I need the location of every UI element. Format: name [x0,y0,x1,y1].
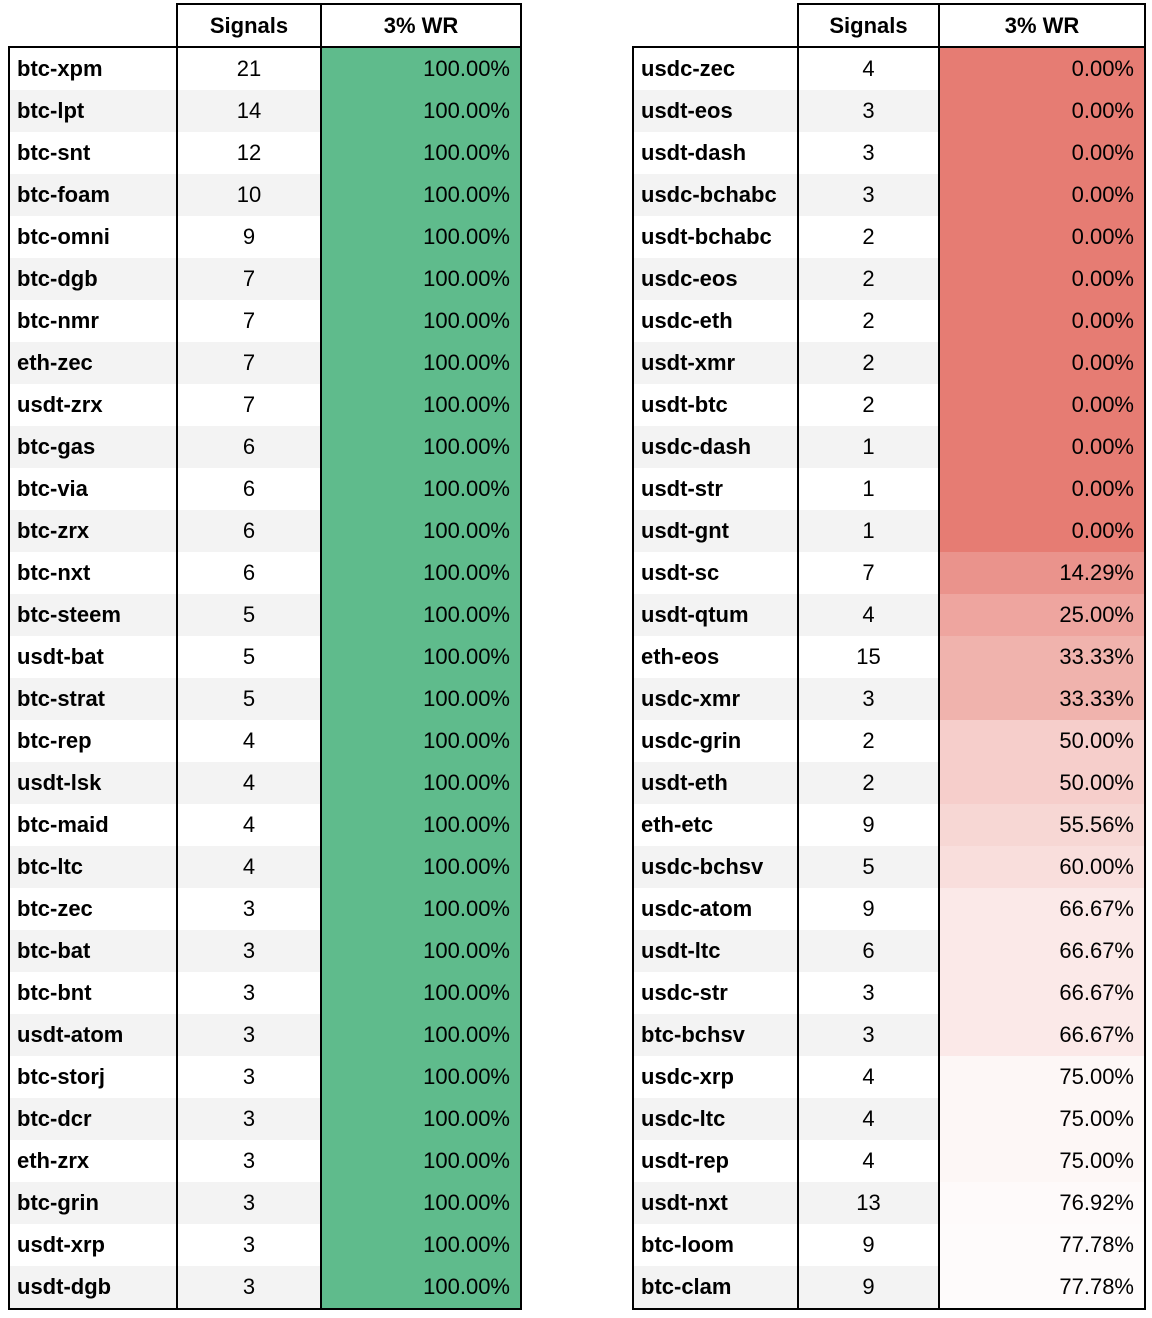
wr-cell: 100.00% [320,1182,520,1224]
wr-cell: 0.00% [938,174,1144,216]
signals-cell: 21 [176,48,320,90]
signals-cell: 4 [176,804,320,846]
signals-cell: 3 [176,1266,320,1308]
table-row [10,300,520,342]
wr-cell: 25.00% [938,594,1144,636]
signals-cell: 7 [176,258,320,300]
table-row [10,1014,520,1056]
signals-cell: 9 [797,1224,938,1266]
wr-cell: 77.78% [938,1224,1144,1266]
pair-cell: btc-steem [10,594,176,636]
table-row [634,1140,1144,1182]
wr-cell: 100.00% [320,720,520,762]
wr-cell: 100.00% [320,1098,520,1140]
table-row [634,972,1144,1014]
wr-cell: 0.00% [938,468,1144,510]
signals-cell: 9 [797,888,938,930]
pair-cell: usdt-btc [641,392,728,417]
pair-cell: usdt-ltc [634,930,797,972]
wr-cell: 0.00% [938,132,1144,174]
table-body [632,46,1146,1310]
wr-cell: 33.33% [938,636,1144,678]
pair-cell: usdc-bchsv [634,846,797,888]
pair-cell: btc-storj [17,1064,105,1089]
pair-cell: usdt-nxt [634,1182,797,1224]
table-row [634,720,1144,762]
signals-cell: 4 [797,1056,938,1098]
pair-cell: usdt-eos [634,90,797,132]
table-row [10,846,520,888]
wr-cell: 100.00% [320,1140,520,1182]
table-row [10,720,520,762]
table-row [10,804,520,846]
wr-cell: 55.56% [938,804,1144,846]
table-row [634,300,1144,342]
pair-cell: btc-omni [17,224,110,249]
pair-cell: usdt-zrx [17,392,103,417]
signals-cell: 5 [176,636,320,678]
wr-cell: 100.00% [320,846,520,888]
table-row [634,930,1144,972]
table-row [10,930,520,972]
wr-cell: 0.00% [938,90,1144,132]
signals-cell: 4 [797,1098,938,1140]
wr-cell: 100.00% [320,678,520,720]
signals-cell: 4 [176,762,320,804]
signals-cell: 5 [176,678,320,720]
pair-cell: usdt-bchabc [641,224,772,249]
header-3pct-wr: 3% WR [320,3,522,46]
table-row [10,258,520,300]
pair-cell: btc-ltc [10,846,176,888]
table-row [10,1266,520,1308]
pair-cell: usdc-atom [641,896,753,921]
pair-cell: usdt-lsk [10,762,176,804]
signals-cell: 4 [176,846,320,888]
table-row [10,1224,520,1266]
signals-cell: 3 [176,888,320,930]
signals-cell: 7 [797,552,938,594]
signals-cell: 3 [797,972,938,1014]
pair-cell: usdt-atom [10,1014,176,1056]
signals-cell: 2 [797,342,938,384]
signals-cell: 2 [797,300,938,342]
table-row [10,468,520,510]
header-3pct-wr: 3% WR [938,3,1146,46]
pair-cell: btc-strat [10,678,176,720]
table-row [634,1014,1144,1056]
pair-cell: usdt-eth [634,762,797,804]
table-row [10,384,520,426]
signals-cell: 3 [176,1182,320,1224]
pair-cell: usdc-zec [641,56,736,81]
pair-cell: btc-foam [10,174,176,216]
pair-cell: usdc-grin [641,728,742,753]
wr-cell: 100.00% [320,216,520,258]
signals-cell: 2 [797,720,938,762]
table-row [634,216,1144,258]
signals-cell: 3 [176,930,320,972]
signals-cell: 5 [797,846,938,888]
wr-cell: 100.00% [320,1224,520,1266]
wr-cell: 0.00% [938,48,1144,90]
pair-cell: usdt-xmr [634,342,797,384]
signals-cell: 5 [176,594,320,636]
signals-cell: 4 [176,720,320,762]
signals-cell: 12 [176,132,320,174]
wr-cell: 75.00% [938,1098,1144,1140]
wr-cell: 100.00% [320,762,520,804]
table-row [10,1140,520,1182]
wr-cell: 0.00% [938,300,1144,342]
pair-cell: usdt-xrp [17,1232,105,1257]
table-row [634,762,1144,804]
pair-cell: usdt-sc [641,560,720,585]
wr-cell: 100.00% [320,300,520,342]
wr-cell: 100.00% [320,342,520,384]
header-signals: Signals [797,3,938,46]
wr-cell: 60.00% [938,846,1144,888]
wr-cell: 0.00% [938,342,1144,384]
header-blank-cell [8,3,176,46]
pair-cell: usdt-str [641,476,723,501]
wr-cell: 75.00% [938,1140,1144,1182]
table-row [10,972,520,1014]
signals-cell: 3 [797,678,938,720]
signals-cell: 2 [797,216,938,258]
wr-cell: 75.00% [938,1056,1144,1098]
wr-cell: 100.00% [320,132,520,174]
pair-cell: usdt-rep [641,1148,729,1173]
pair-cell: btc-maid [17,812,109,837]
pair-cell: usdt-gnt [634,510,797,552]
pair-cell: eth-etc [641,812,714,837]
table-row [10,132,520,174]
winrate-table-right [632,3,1146,1310]
signals-cell: 7 [176,300,320,342]
signals-cell: 9 [797,804,938,846]
table-row [634,888,1144,930]
signals-cell: 6 [797,930,938,972]
table-row [634,1182,1144,1224]
signals-cell: 3 [176,972,320,1014]
wr-cell: 0.00% [938,510,1144,552]
table-row [634,846,1144,888]
table-row [634,426,1144,468]
signals-cell: 15 [797,636,938,678]
wr-cell: 100.00% [320,804,520,846]
signals-cell: 13 [797,1182,938,1224]
signals-cell: 3 [797,132,938,174]
signals-cell: 9 [176,216,320,258]
signals-cell: 4 [797,48,938,90]
pair-cell: btc-nmr [17,308,99,333]
table-row [634,384,1144,426]
table-row [10,888,520,930]
table-row [634,1098,1144,1140]
wr-cell: 100.00% [320,1056,520,1098]
table-row [634,174,1144,216]
wr-cell: 100.00% [320,48,520,90]
wr-cell: 14.29% [938,552,1144,594]
table-header-row [632,3,1146,46]
pair-cell: btc-zrx [10,510,176,552]
pair-cell: btc-nxt [17,560,91,585]
table-row [634,258,1144,300]
table-row [634,132,1144,174]
signals-cell: 6 [176,468,320,510]
pair-cell: usdc-eth [641,308,733,333]
pair-cell: usdc-xmr [634,678,797,720]
signals-cell: 7 [176,384,320,426]
wr-cell: 66.67% [938,930,1144,972]
table-row [634,48,1144,90]
wr-cell: 50.00% [938,720,1144,762]
pair-cell: eth-zrx [17,1148,90,1173]
table-row [10,1182,520,1224]
pair-cell: usdt-qtum [634,594,797,636]
wr-cell: 100.00% [320,636,520,678]
table-row [10,594,520,636]
pair-cell: usdc-ltc [634,1098,797,1140]
table-row [634,594,1144,636]
signals-cell: 9 [797,1266,938,1308]
signals-cell: 3 [176,1224,320,1266]
table-row [634,1224,1144,1266]
wr-cell: 50.00% [938,762,1144,804]
pair-cell: usdt-bat [17,644,104,669]
pair-cell: btc-bchsv [634,1014,797,1056]
pair-cell: btc-rep [17,728,92,753]
table-row [10,1098,520,1140]
pair-cell: usdc-str [641,980,728,1005]
wr-cell: 100.00% [320,510,520,552]
pair-cell: usdt-dgb [10,1266,176,1308]
wr-cell: 100.00% [320,1266,520,1308]
signals-cell: 3 [176,1014,320,1056]
wr-cell: 66.67% [938,1014,1144,1056]
pair-cell: usdc-eos [634,258,797,300]
table-row [634,90,1144,132]
table-row [10,90,520,132]
table-row [10,48,520,90]
signals-cell: 2 [797,384,938,426]
signals-cell: 4 [797,594,938,636]
signals-cell: 1 [797,468,938,510]
table-row [634,1266,1144,1308]
signals-cell: 10 [176,174,320,216]
table-body [8,46,522,1310]
wr-cell: 100.00% [320,258,520,300]
signals-cell: 6 [176,510,320,552]
pair-cell: usdc-bchabc [634,174,797,216]
table-row [10,678,520,720]
wr-cell: 100.00% [320,552,520,594]
pair-cell: btc-lpt [10,90,176,132]
table-row [10,636,520,678]
pair-cell: btc-xpm [17,56,103,81]
table-row [634,804,1144,846]
pair-cell: btc-bat [10,930,176,972]
wr-cell: 100.00% [320,1014,520,1056]
signals-cell: 3 [797,174,938,216]
wr-cell: 76.92% [938,1182,1144,1224]
table-row [634,1056,1144,1098]
signals-cell: 1 [797,426,938,468]
signals-cell: 7 [176,342,320,384]
pair-cell: btc-grin [10,1182,176,1224]
wr-cell: 0.00% [938,216,1144,258]
wr-cell: 100.00% [320,384,520,426]
wr-cell: 100.00% [320,930,520,972]
wr-cell: 66.67% [938,972,1144,1014]
signals-cell: 2 [797,762,938,804]
table-row [10,510,520,552]
pair-cell: btc-gas [10,426,176,468]
table-row [10,174,520,216]
wr-cell: 100.00% [320,468,520,510]
signals-cell: 4 [797,1140,938,1182]
signals-cell: 3 [797,1014,938,1056]
pair-cell: btc-loom [641,1232,734,1257]
table-row [10,1056,520,1098]
wr-cell: 33.33% [938,678,1144,720]
signals-cell: 3 [176,1140,320,1182]
wr-cell: 100.00% [320,90,520,132]
table-header-row [8,3,522,46]
wr-cell: 100.00% [320,594,520,636]
table-row [10,762,520,804]
wr-cell: 100.00% [320,174,520,216]
pair-cell: btc-dgb [10,258,176,300]
wr-cell: 100.00% [320,888,520,930]
winrate-table-left [8,3,522,1310]
wr-cell: 100.00% [320,972,520,1014]
table-row [634,510,1144,552]
table-row [634,636,1144,678]
pair-cell: eth-zec [10,342,176,384]
pair-cell: btc-via [17,476,88,501]
header-signals: Signals [176,3,320,46]
pair-cell: usdt-dash [641,140,747,165]
table-row [634,552,1144,594]
signals-cell: 3 [176,1056,320,1098]
pair-cell: btc-clam [634,1266,797,1308]
wr-cell: 0.00% [938,384,1144,426]
pair-cell: btc-zec [17,896,93,921]
table-row [10,552,520,594]
wr-cell: 66.67% [938,888,1144,930]
signals-cell: 1 [797,510,938,552]
wr-cell: 0.00% [938,258,1144,300]
wr-cell: 100.00% [320,426,520,468]
wr-cell: 77.78% [938,1266,1144,1308]
signals-cell: 2 [797,258,938,300]
header-blank-cell [632,3,797,46]
pair-cell: btc-dcr [10,1098,176,1140]
table-row [10,216,520,258]
table-row [10,426,520,468]
table-row [634,468,1144,510]
pair-cell: btc-bnt [17,980,92,1005]
signals-cell: 6 [176,426,320,468]
wr-cell: 0.00% [938,426,1144,468]
pair-cell: usdc-xrp [641,1064,734,1089]
table-row [634,342,1144,384]
signals-cell: 3 [797,90,938,132]
pair-cell: btc-snt [17,140,91,165]
signals-cell: 14 [176,90,320,132]
pair-cell: usdc-dash [634,426,797,468]
table-row [10,342,520,384]
signals-cell: 3 [176,1098,320,1140]
signals-cell: 6 [176,552,320,594]
pair-cell: eth-eos [641,644,720,669]
table-row [634,678,1144,720]
